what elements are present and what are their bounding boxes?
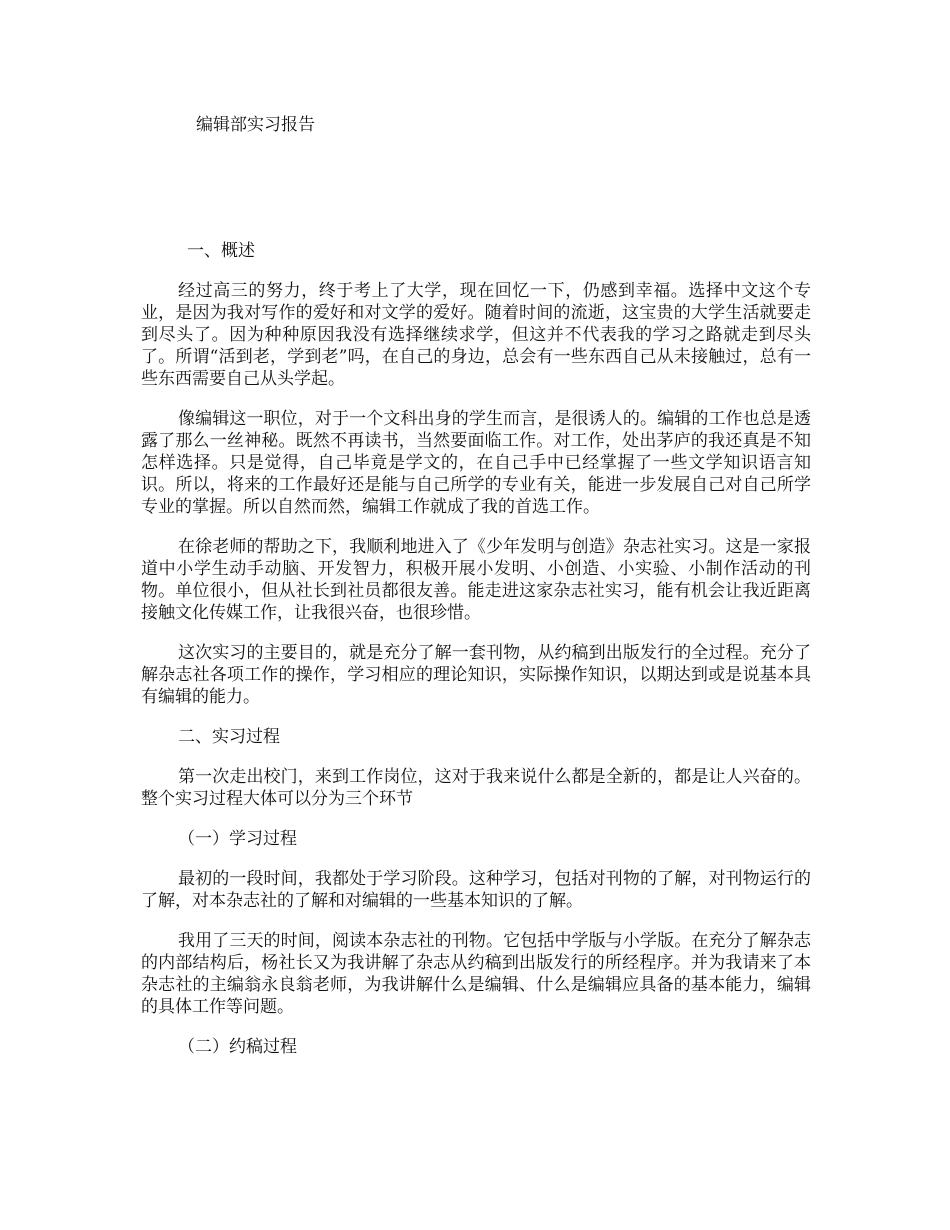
section-heading-overview: 一、概述: [187, 241, 255, 261]
subsection-heading-solicitation: （二）约稿过程: [178, 1037, 297, 1057]
document-body: [141, 240, 811, 1076]
document-title: 编辑部实习报告: [196, 115, 315, 135]
paragraph: 最初的一段时间，我都处于学习阶段。这种学习，包括对刊物的了解，对刊物运行的了解，对本杂志社的了解和对编辑的一些基本知识的了解。: [141, 869, 811, 911]
subsection-heading-learning: （一）学习过程: [178, 829, 297, 849]
paragraph: 我用了三天的时间，阅读本杂志社的刊物。它包括中学版与小学版。在充分了解杂志的内部结构后，杨社长又为我讲解了杂志从约稿到出版发行的所经程序。并为我请来了本杂志社的主编翁永良翁老师，为我讲解什么是编辑、什么是编辑应具备的基本能力，编辑的具体工作等问题。: [141, 931, 811, 1017]
paragraph: 在徐老师的帮助之下，我顺利地进入了《少年发明与创造》杂志社实习。这是一家报道中小学生动手动脑、开发智力，积极开展小发明、小创造、小实验、小制作活动的刊物。单位很小，但从社长到社员都很友善。能走进这家杂志社实习，能有机会让我近距离接触文化传媒工作，让我很兴奋，也很珍惜。: [141, 537, 811, 623]
section-heading-internship-process: 二、实习过程: [178, 727, 280, 747]
paragraph: 像编辑这一职位，对于一个文科出身的学生而言，是很诱人的。编辑的工作也总是透露了那么一丝神秘。既然不再读书，当然要面临工作。对工作，处出茅庐的我还真是不知怎样选择。只是觉得，自己毕竟是学文的，在自己手中已经掌握了一些文学知识语言知识。所以，将来的工作最好还是能与自己所学的专业有关，能进一步发展自己对自己所学专业的掌握。所以自然而然，编辑工作就成了我的首选工作。: [141, 409, 811, 517]
paragraph: 这次实习的主要目的，就是充分了解一套刊物，从约稿到出版发行的全过程。充分了解杂志社各项工作的操作，学习相应的理论知识，实际操作知识，以期达到或是说基本具有编辑的能力。: [141, 643, 811, 707]
paragraph: 第一次走出校门，来到工作岗位，这对于我来说什么都是全新的，都是让人兴奋的。整个实习过程大体可以分为三个环节: [141, 767, 811, 809]
paragraph: 经过高三的努力，终于考上了大学，现在回忆一下，仍感到幸福。选择中文这个专业，是因为我对写作的爱好和对文学的爱好。随着时间的流逝，这宝贵的大学生活就要走到尽头了。因为种种原因我没有选择继续求学，但这并不代表我的学习之路就走到尽头了。所谓“活到老，学到老”吗，在自己的身边，总会有一些东西自己从未接触过，总有一些东西需要自己从头学起。: [141, 281, 811, 389]
